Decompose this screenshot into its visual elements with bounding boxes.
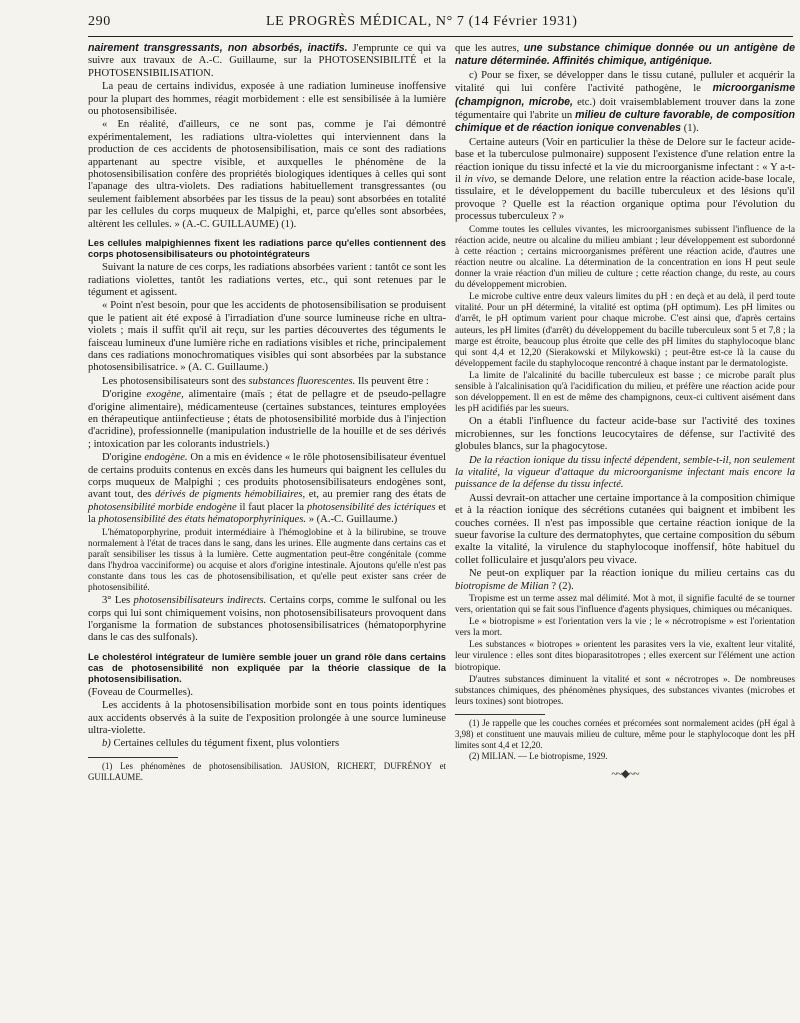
- paragraph: « Point n'est besoin, pour que les accidents de photosensibilisation se produisent que le patient ait été exposé à l'irradiation d'une source lumineuse riche en ultra-violets ; mais il suffit qu'il ait reçu, sur les parties découvertes des téguments le faisceau lumineux d'une lumière riche en radiations visibles et riche, principalement dans ces radiations monochromatiques visibles qui sont absorbées par la substance photosensibilisatrice. » (A. C. Guillaume.): [88, 300, 446, 374]
- paragraph: « En réalité, d'ailleurs, ce ne sont pas, comme je l'ai démontré expérimentalement, les radiations ultra-violettes qui interviennent dans la production de ces accidents de photosensibilisation, mais ce sont des radiations appartenant au spectre visible, et auxquelles le phénomène de la photosensibilisation confère des propriétés biologiques identiques à celles qui sont l'apanage des ultra-violets. Des radiations habituellement transgressantes (ou seulement faiblement absorbées par les tissus de la peau) sont absorbées en totalité par les cellules du corps muqueux de Malpighi, et, parce qu'elles sont absorbées, altèrent les cellules. » (A.-C. GUILLAUME) (1).: [88, 119, 446, 230]
- paragraph: On a établi l'influence du facteur acide-base sur l'activité des toxines microbiennes, sur les fonctions leucocytaires de défense, sur l'activité des globules blancs, sur la phagocytose.: [455, 416, 795, 453]
- paragraph: D'origine endogène. On a mis en évidence « le rôle photosensibilisateur éventuel de certains produits contenus en excès dans les humeurs qui baignent les cellules du corps muqueux de Malpighi ; ces produits photosensibilisateurs endogènes sont, avant tout, des dérivés de pigments hémobiliaires, et, au premier rang des états de photosensibilité morbide endogène il faut placer la photosensibilité des ictériques et la photosensibilité des états hématoporphyriniques. » (A.-C. Guillaume.): [88, 452, 446, 526]
- header-rule: [88, 36, 793, 37]
- section-heading: Le cholestérol intégrateur de lumière semble jouer un grand rôle dans certains cas de photosensibilité non expliquée par la théorie classique de la photosensibilisation.: [88, 650, 446, 684]
- right-column: [455, 42, 795, 781]
- footnote-rule: [88, 757, 178, 758]
- paragraph: Les photosensibilisateurs sont des substances fluorescentes. Ils peuvent être :: [102, 375, 429, 387]
- small-paragraph: Comme toutes les cellules vivantes, les microorganismes subissent l'influence de la réaction acide, neutre ou alcaline du milieu ambiant ; leur développement est subordonné à cette réaction ; certains microorganismes préfèrent une réaction acide, d'autres une réaction neutre ou alcaline. La détermination de la concentration en ions H peut seule donner la vraie réaction d'un milieu de culture ; cette réaction change, du reste, au cours du développement microbien.: [455, 224, 795, 291]
- small-paragraph: D'autres substances diminuent la vitalité et sont « nécrotropes ». De nombreuses substances chimiques, des phénomènes physiques, des substances vivantes (microbes et leurs toxines) sont biotropes.: [455, 674, 795, 707]
- paragraph: Ne peut-on expliquer par la réaction ionique du milieu certains cas du biotropisme de Milian ? (2).: [455, 568, 795, 592]
- footnote: (1) Je rappelle que les couches cornées et précornées sont normalement acides (pH égal à 3,98) et constituent une mauvais milieu de culture, même pour le staphylocoque dont les pH limites sont 4,4 et 12,20.: [455, 717, 795, 750]
- paragraph: (Foveau de Courmelles).: [88, 686, 194, 698]
- paragraph: D'origine exogène, alimentaire (maïs ; état de pellagre et de pseudo-pellagre d'origine alimentaire), médicamenteuse (certaines substances, teintures employées en thérapeutique antiinfectieuse ; états de photosensibilité morbide dus à l'injection d'acridine), professionnelle (manipulation industrielle de la houille et de ses dérivés ; intoxication par les colorants industriels.): [88, 389, 446, 450]
- footnote: (2) MILIAN. — Le biotropisme, 1929.: [469, 751, 608, 762]
- small-paragraph: L'hématoporphyrine, produit intermédiaire à l'hémoglobine et à la bilirubine, se trouve normalement à l'état de traces dans le sang, dans les urines. Elle augmente dans certains cas et paraît sensibiliser les tissus à la lumière. Cette augmentation peut-être congénitale (comme dans l'hydroa vacciniforme) ou acquise et alors d'origine intestinale. Ajoutons qu'elle n'est pas constante dans tous les cas de photosensibilisation, et qu'elle peut exister sans créer de photosensibilité.: [88, 527, 446, 594]
- paragraph: La peau de certains individus, exposée à une radiation lumineuse inoffensive pour la plupart des hommes, réagit morbidement : elle est sensibilisée à la lumière ou photosensibilisée.: [88, 81, 446, 118]
- small-paragraph: Le « biotropisme » est l'orientation vers la vie ; le « nécrotropisme » est l'orientation vers la mort.: [455, 617, 795, 639]
- footnote-rule: [455, 714, 545, 715]
- paragraph: que les autres, une substance chimique donnée ou un antigène de nature déterminée. Affinités chimique, antigénique.: [455, 42, 795, 68]
- small-paragraph: Tropisme est un terme assez mal délimité. Mot à mot, il signifie faculté de se tourner vers, orientation qui se fait sous l'influence d'agents physiques, chimiques ou mécaniques.: [455, 593, 795, 616]
- paragraph: De la réaction ionique du tissu infecté dépendent, semble-t-il, non seulement la vitalité, la vigueur d'attaque du microorganisme infectant mais encore la puissance de la défense du tissu infecté.: [455, 454, 795, 491]
- page-number: 290: [88, 14, 111, 29]
- section-heading: Les cellules malpighiennes fixent les radiations parce qu'elles contiennent des corps photosensibilisateurs ou photointégrateurs: [88, 237, 446, 260]
- paragraph: c) Pour se fixer, se développer dans le tissu cutané, pulluler et acquérir la vitalité qui lui confère l'activité pathogène, le microorganisme (champignon, microbe, etc.) doit vraisemblablement trouver dans la zone tégumentaire qui l'abrite un milieu de culture favorable, de composition chimique et de réaction ionique convenables (1).: [455, 69, 795, 135]
- paragraph: Les accidents à la photosensibilisation morbide sont en tous points identiques aux accidents observés à la suite de l'exposition prolongée à une source lumineuse ultra-violette.: [88, 700, 446, 737]
- paragraph: Certaine auteurs (Voir en particulier la thèse de Delore sur le facteur acide-base et la tuberculose pulmonaire) supposent l'existence d'une relation entre la réaction ionique du tissu infecté et la vie du microorganisme infectant : « Y a-t-il in vivo, se demande Delore, une relation entre la réaction acide-base locale, tissulaire, et le développement du bacille tuberculeux et des lésions qu'il provoque ? Quelle est la réaction organique optima pour l'évolution du processus tuberculeux ? »: [455, 136, 795, 223]
- footnote: (1) Les phénomènes de photosensibilisation. JAUSION, RICHERT, DUFRÉNOY et GUILLAUME.: [88, 760, 446, 782]
- paragraph: Suivant la nature de ces corps, les radiations absorbées varient : tantôt ce sont les radiations violettes, tantôt les radiations vertes, etc., qui sont retenues par le tégument et agissent.: [88, 262, 446, 298]
- paragraph: 3° Les photosensibilisateurs indirects. Certains corps, comme le sulfonal ou les corps qui lui sont chimiquement voisins, non photosensibilisateurs provoquent dans l'organisme la formation de substances photosensibilisatrices (hématoporphyrine dans le cas des sulfonals).: [88, 595, 446, 644]
- paragraph: Aussi devrait-on attacher une certaine importance à la composition chimique et à la réaction ionique des sécrétions cutanées qui baignent et imbibent les couches cornées. Il n'est pas impossible que certaine réaction ionique de la sueur favorise la culture des dermatophytes, que certaine composition du sébum exalte la vitalité, la virulence du staphylocoque inoffensif, hôte habituel du collet folliculaire et jusqu'alors peu vivace.: [455, 492, 795, 566]
- page-header: [88, 8, 793, 36]
- small-paragraph: Les substances « biotropes » orientent les parasites vers la vie, exaltent leur vitalité, leur virulence : elles sont dites bioparasitotropes ; elles exercent sur l'élément une action biotropique.: [455, 640, 795, 673]
- paragraph: b) Certaines cellules du tégument fixent, plus volontiers: [102, 738, 340, 750]
- small-paragraph: Le microbe cultive entre deux valeurs limites du pH : en deçà et au delà, il perd toute vitalité. Pour un pH déterminé, la vitalité est optima (pH optimum). Les pH limites ou d'arrêt, le pH optimum varient pour chaque microbe. C'est ainsi que, d'après certains auteurs, les pH limites (d'arrêt) du développement du bacille tuberculeux sont 5 et 7,8 ; la marge est étroite, beaucoup plus étroite que celle des pH limites du staphylocoque blanc qui sont 4,4 et 12,20 (Sierakowski et Milykowski) ; peut-être est-ce là la cause du développement facile du staphylocoque rencontré à chaque instant par le dermatologiste.: [455, 292, 795, 369]
- left-column: [88, 42, 446, 783]
- journal-title: LE PROGRÈS MÉDICAL, N° 7 (14 Février 1931): [266, 14, 578, 29]
- ornament-divider: ~~◆~~: [611, 768, 639, 781]
- paragraph: nairement transgressants, non absorbés, inactifs. J'emprunte ce qui va suivre aux travaux de A.-C. Guillaume, sur la PHOTOSENSIBILITÉ et la PHOTOSENSIBILISATION.: [88, 42, 446, 79]
- small-paragraph: La limite de l'alcalinité du bacille tuberculeux est basse ; ce microbe paraît plus sensible à l'alcalinisation qu'à l'acidification du milieu, et préfère une réaction acide pour son développement. Il en est de même des champignons, ceux-ci cultivent aisément dans les pH acidifiés par les sueurs.: [455, 370, 795, 415]
